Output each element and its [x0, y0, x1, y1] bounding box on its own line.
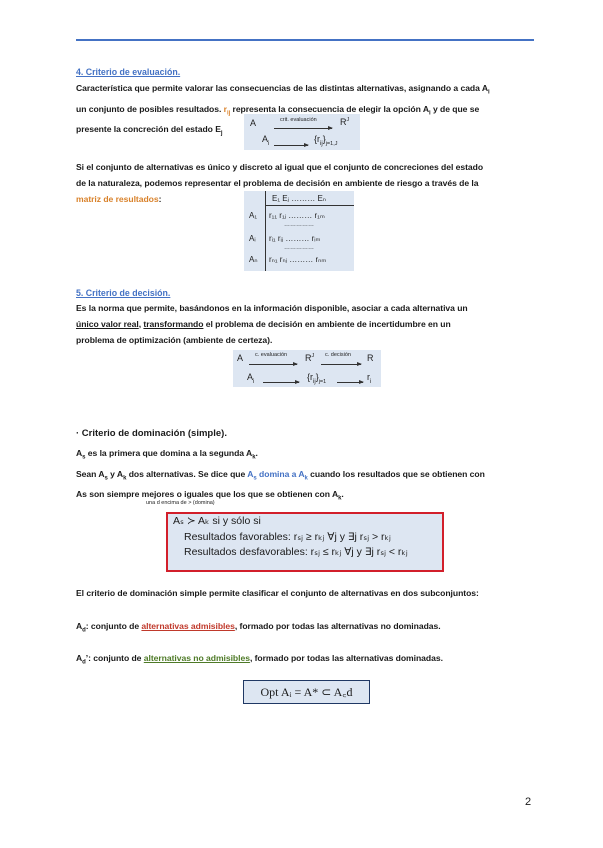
decision-arrow-label-1: c. evaluación [255, 352, 288, 358]
matrix-header-rule [265, 205, 354, 206]
matrix-ellipsis-row: …………… [284, 222, 314, 228]
header-rule [76, 39, 534, 41]
matrix-divider [265, 191, 266, 271]
classification-paragraph: El criterio de dominación simple permite clasificar el conjunto de alternativas en dos subconjuntos: [76, 588, 479, 598]
matrix-row-values: rᵢ₁ rᵢⱼ ……… rᵢₘ [269, 234, 321, 243]
domination-definition-box [166, 512, 444, 572]
decision-diagram: A c. evaluación $R^J$ c. decisión R $A_i$ $\{r_{ij}\}_{j=1}$ $r_i$ [233, 350, 381, 387]
evaluation-diagram: A crit. evaluación $R^J$ $A_i$ $\{r_{ij}\}_{j=1,J}$ [244, 114, 360, 150]
section4-paragraph2: Si el conjunto de alternativas es único y discreto al igual que el conjunto de concreciones del estado de la naturaleza, podemos representar el problema de decisión en ambiente de riesgo a través de la matriz de resultados: [76, 162, 484, 204]
optimum-formula-box: Opt Aᵢ = A* ⊂ A꜀d [243, 680, 370, 704]
section5-paragraph: Es la norma que permite, basándonos en la información disponible, asociar a cada alternativa un único valor real, transformando el problema de decisión en ambiente de incertidumbre en un problema de optimización (ambiente de certeza). [76, 303, 468, 345]
section5-heading: 5. Criterio de decisión. [76, 288, 171, 298]
domination-heading: · Criterio de dominación (simple). [76, 428, 227, 439]
matriz-resultados-term: matriz de resultados [76, 194, 159, 204]
page-number: 2 [525, 796, 532, 808]
admissible-term: alternativas admisibles [141, 621, 235, 631]
admissible-definition: $A_d$: conjunto de alternativas admisibles, formado por todas las alternativas no dominadas. [76, 621, 441, 634]
decision-arrow-2 [321, 364, 361, 365]
decision-arrow-label-2: c. decisión [325, 352, 351, 358]
decision-arrow-3 [263, 382, 299, 383]
decision-arrow-1 [249, 364, 297, 365]
non-admissible-term: alternativas no admisibles [143, 653, 250, 663]
matrix-row-label: Aᵢ [249, 234, 256, 243]
decision-arrow-4 [337, 382, 363, 383]
domination-paragraph: $A_s$ es la primera que domina a la segunda $A_k$. Sean $A_s$ y $A_k$ dos alternativas. Se dice que $A_s$ domina a $A_k$ cuando los resultados que se obtienen con As son siempre mejores o iguales que los que se obtienen con $A_k$. [76, 448, 485, 503]
matrix-header: E₁ Eⱼ ……… Eₙ [272, 194, 326, 203]
domination-note: una d encima de > (domina) [146, 500, 215, 506]
non-admissible-definition: $A_d$’: conjunto de alternativas no admisibles, formado por todas las alternativas dominadas. [76, 653, 443, 666]
section4-heading: 4. Criterio de evaluación. [76, 67, 181, 77]
domination-def-line1: Aₛ ≻ Aₖ si y sólo si [173, 515, 261, 527]
matrix-row-label: Aₙ [249, 255, 258, 264]
results-matrix [244, 191, 354, 271]
matrix-row-values: rₙ₁ rₙⱼ ……… rₙₘ [269, 255, 327, 264]
section4-paragraph1: Característica que permite valorar las consecuencias de las distintas alternativas, asignando a cada $A_i$ un conjunto de posibles resultados. $r_{ij}$ representa la consecuencia de elegir la opción $A_i$ y de que se presente la concreción del estado $E_j$ [76, 83, 490, 138]
eval-arrow-bottom [274, 145, 308, 146]
matrix-ellipsis-row: …………… [284, 245, 314, 251]
matrix-row-values: r₁₁ r₁ⱼ ……… r₁ₘ [269, 211, 325, 220]
matrix-row-label: A₁ [249, 211, 258, 220]
domination-def-line3: Resultados desfavorables: rₛⱼ ≤ rₖⱼ ∀j y ∃j rₛⱼ < rₖⱼ [184, 546, 408, 558]
domination-def-line2: Resultados favorables: rₛⱼ ≥ rₖⱼ ∀j y ∃j rₛⱼ > rₖⱼ [184, 530, 391, 543]
eval-arrow-top [274, 128, 332, 129]
eval-arrow-label: crit. evaluación [280, 117, 317, 123]
